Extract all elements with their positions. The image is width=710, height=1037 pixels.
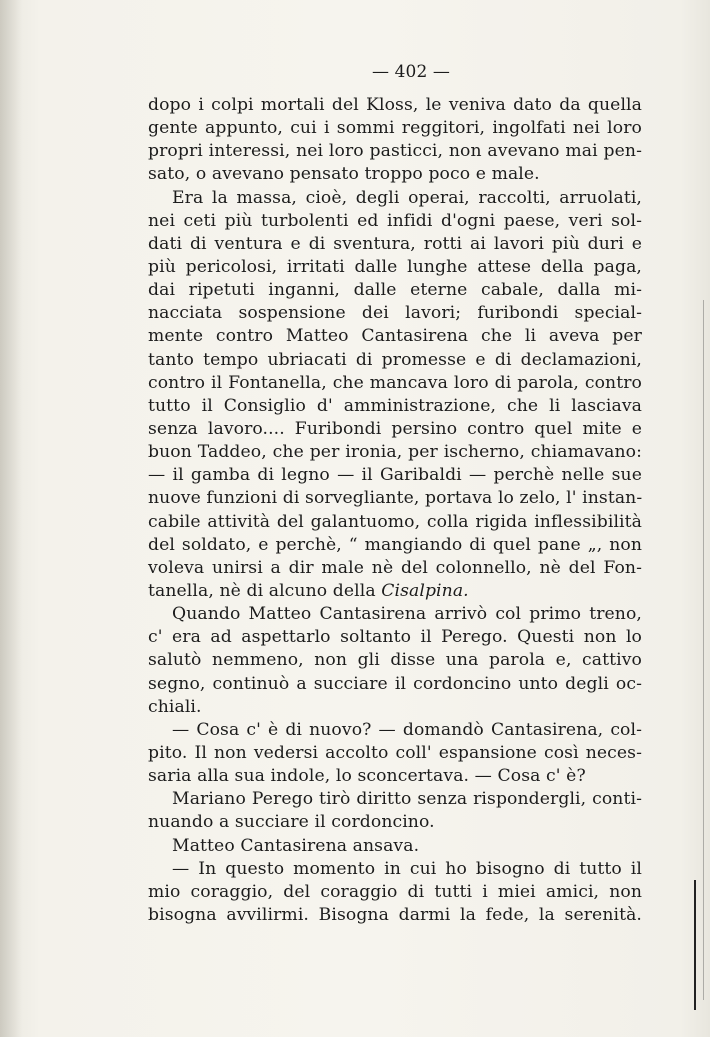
line-text: propri interessi, nei loro pasticci, non avevano mai pen- <box>148 141 642 162</box>
text-line <box>148 534 642 557</box>
text-line <box>148 719 642 742</box>
text-line <box>148 765 642 788</box>
line-text: buon Taddeo, che per ironia, per ischerno, chiamavano: <box>148 442 642 463</box>
line-text: tutto il Consiglio d' amministrazione, che li lasciava <box>148 395 642 416</box>
line-text: nei ceti più turbolenti ed infidi d'ogni paese, veri sol- <box>148 210 642 231</box>
text-line <box>148 811 642 834</box>
text-line <box>148 881 642 904</box>
text-line <box>148 835 642 858</box>
line-text: c' era ad aspettarlo soltanto il Perego. Questi non lo <box>148 627 642 648</box>
line-text: contro il Fontanella, che mancava loro di parola, contro <box>148 372 642 393</box>
line-text: senza lavoro.... Furibondi persino contro quel mite e <box>148 418 642 439</box>
line-text: dai ripetuti inganni, dalle eterne cabale, dalla mi- <box>148 280 642 301</box>
line-text: tanella, nè di alcuno della <box>148 580 382 601</box>
line-text: cabile attività del galantuomo, colla rigida inflessibilità <box>148 511 642 532</box>
text-line <box>148 210 642 233</box>
line-text: sato, o avevano pensato troppo poco e male. <box>148 164 540 185</box>
line-text: — Cosa c' è di nuovo? — domandò Cantasirena, col- <box>172 719 642 740</box>
line-text: nuando a succiare il cordoncino. <box>148 812 435 833</box>
line-text: dopo i colpi mortali del Kloss, le veniva dato da quella <box>148 95 642 115</box>
line-text: più pericolosi, irritati dalle lunghe attese della paga, <box>148 256 642 277</box>
line-text: tanto tempo ubriacati di promesse e di declamazioni, <box>148 349 642 370</box>
line-text: del soldato, e perchè, “ mangiando di quel pane „, non <box>148 534 642 555</box>
line-text: mio coraggio, del coraggio di tutti i miei amici, non <box>148 881 642 902</box>
line-text: mente contro Matteo Cantasirena che li aveva per <box>148 326 642 347</box>
body-text <box>148 94 642 927</box>
text-line <box>148 233 642 256</box>
text-line <box>148 418 642 441</box>
text-line <box>148 395 642 418</box>
line-text: dati di ventura e di sventura, rotti ai lavori più duri e <box>148 233 642 254</box>
line-text: nacciata sospensione dei lavori; furibondi special- <box>148 303 642 324</box>
italic-text: Cisalpina. <box>381 580 469 601</box>
text-line <box>148 603 642 626</box>
line-text: segno, continuò a succiare il cordoncino unto degli oc- <box>148 673 642 694</box>
text-line <box>148 163 642 186</box>
line-text: Mariano Perego tirò diritto senza rispondergli, conti- <box>172 789 642 810</box>
line-text: Matteo Cantasirena ansava. <box>172 835 420 856</box>
line-text: — In questo momento in cui ho bisogno di tutto il <box>172 858 642 879</box>
text-line <box>148 464 642 487</box>
line-text: salutò nemmeno, non gli disse una parola e, cattivo <box>148 650 642 671</box>
line-text: nuove funzioni di sorvegliante, portava lo zelo, l' instan- <box>148 488 643 509</box>
text-line <box>148 580 642 603</box>
line-text: Era la massa, cioè, degli operai, raccolti, arruolati, <box>172 187 642 208</box>
line-text: voleva unirsi a dir male nè del colonnello, nè del Fon- <box>148 557 642 578</box>
text-line <box>148 94 642 117</box>
text-line <box>148 626 642 649</box>
page-edge-mark <box>694 880 696 1010</box>
spine-shadow <box>0 0 22 1037</box>
line-text: — il gamba di legno — il Garibaldi — perchè nelle sue <box>148 465 642 486</box>
text-line <box>148 904 642 927</box>
line-text: chiali. <box>148 696 202 717</box>
page-number: — 402 — <box>372 62 450 82</box>
text-line <box>148 788 642 811</box>
text-line <box>148 140 642 163</box>
text-line <box>148 279 642 302</box>
line-text: saria alla sua indole, lo sconcertava. — Cosa c' è? <box>148 766 586 787</box>
text-line <box>148 487 642 510</box>
text-line <box>148 325 642 348</box>
text-line <box>148 349 642 372</box>
text-line <box>148 742 642 765</box>
text-line <box>148 441 642 464</box>
text-line <box>148 673 642 696</box>
text-line <box>148 696 642 719</box>
text-line <box>148 649 642 672</box>
text-line <box>148 187 642 210</box>
line-text: gente appunto, cui i sommi reggitori, ingolfati nei loro <box>148 118 642 139</box>
text-line <box>148 302 642 325</box>
text-line <box>148 117 642 140</box>
text-line <box>148 557 642 580</box>
line-text: Quando Matteo Cantasirena arrivò col primo treno, <box>172 604 642 625</box>
line-text: pito. Il non vedersi accolto coll' espansione così neces- <box>148 742 642 763</box>
text-line <box>148 256 642 279</box>
text-line <box>148 372 642 395</box>
text-line <box>148 858 642 881</box>
page-edge-line <box>703 300 704 1000</box>
text-block <box>148 58 642 927</box>
line-text: bisogna avvilirmi. Bisogna darmi la fede, la serenità. <box>148 904 642 925</box>
text-line <box>148 511 642 534</box>
